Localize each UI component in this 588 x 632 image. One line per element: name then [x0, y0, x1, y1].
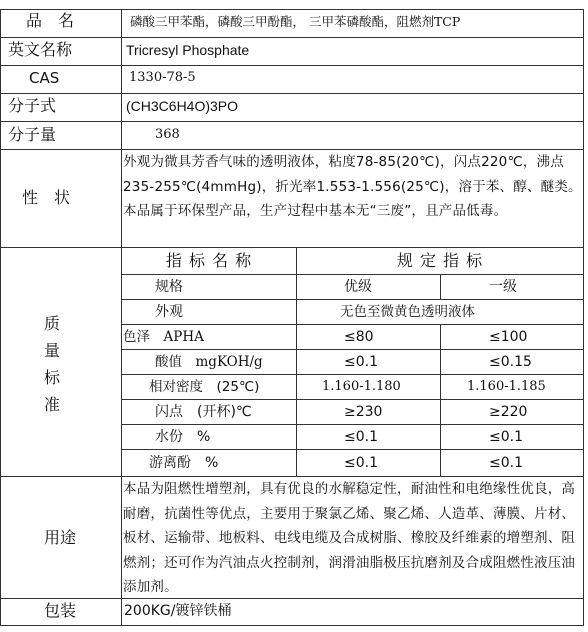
value-product-name: 磷酸三甲苯酯，磷酸三甲酚酯， 三甲苯磷酸酯，阻燃剂TCP — [130, 14, 461, 29]
grid-line — [440, 274, 441, 299]
label-product-name: 品 名 — [26, 11, 75, 30]
spec-item-first: ≥220 — [489, 404, 528, 420]
grid-line — [0, 9, 1, 626]
spec-item-first: ≤0.1 — [489, 455, 523, 471]
label-packaging: 包装 — [44, 601, 77, 620]
grid-line — [440, 324, 441, 476]
grade-label: 规格 — [155, 279, 183, 295]
grid-line — [583, 9, 584, 626]
grade-high: 优级 — [344, 279, 372, 295]
grid-line — [296, 247, 297, 476]
label-molecular-weight: 分子量 — [8, 125, 57, 144]
label-properties: 性 状 — [22, 188, 71, 207]
spec-item-name: 水份 % — [155, 429, 211, 445]
spec-item-high: ≤0.1 — [344, 429, 378, 445]
value-molecular-weight: 368 — [155, 127, 180, 142]
spec-item-name: 酸值 mgKOH/g — [155, 354, 263, 370]
value-packaging: 200KG/镀锌铁桶 — [124, 603, 232, 619]
spec-item-high: 1.160-1.180 — [322, 379, 401, 394]
spec-item-name: 游离酚 % — [149, 455, 219, 471]
label-cas: CAS — [29, 69, 60, 87]
spec-item-high: ≤0.1 — [344, 455, 378, 471]
spec-item-name: 外观 — [155, 304, 183, 320]
grid-line — [121, 9, 122, 626]
label-quality-standard: 质量标准 — [43, 314, 60, 414]
spec-item-first: ≤0.1 — [489, 429, 523, 445]
spec-item-name: 闪点 (开杯)℃ — [155, 404, 252, 420]
spec-item-value: 无色至微黄色透明液体 — [340, 304, 475, 320]
grid-line — [0, 625, 583, 626]
label-formula: 分子式 — [8, 96, 57, 115]
value-properties: 外观为微具芳香气味的透明液体，粘度78-85(20℃)，闪点220℃，沸点235-255℃(4mmHg)，折光率1.553-1.556(25℃)，溶于苯、醇、醚类。本品属于环保型产品，生产过程中基本无“三废”，且产品低毒。 — [123, 154, 582, 219]
spec-item-name: 色泽 APHA — [123, 329, 204, 345]
value-cas: 1330-78-5 — [129, 70, 196, 85]
value-english-name: Tricresyl Phosphate — [126, 42, 250, 58]
spec-item-first: ≤0.15 — [489, 354, 532, 370]
grade-first: 一级 — [489, 279, 517, 295]
spec-item-high: ≥230 — [344, 404, 383, 420]
spec-item-first: ≤100 — [489, 329, 528, 345]
requirement-header: 规 定 指 标 — [396, 251, 484, 270]
spec-item-first: 1.160-1.185 — [467, 379, 546, 394]
spec-name-header: 指 标 名 称 — [165, 251, 253, 270]
value-usage: 本品为阻燃性增塑剂，具有优良的水解稳定性，耐油性和电绝缘性优良，高耐磨，抗菌性等优点，主要用于聚氯乙烯、聚乙烯、人造革、薄膜、片材、板材、运输带、地板料、电线电缆及合成树脂、橡胶及纤维素的增塑剂、阻燃剂；还可作为汽油点火控制剂，润滑油脂极压抗磨剂及合成阻燃性液压油添加剂。 — [123, 481, 576, 595]
label-english-name: 英文名称 — [8, 40, 73, 59]
spec-item-high: ≤80 — [344, 329, 374, 345]
label-usage: 用途 — [44, 528, 77, 547]
value-formula: (CH3C6H4O)3PO — [126, 98, 239, 114]
spec-item-name: 相对密度 (25℃) — [149, 379, 260, 395]
spec-item-high: ≤0.1 — [344, 354, 378, 370]
